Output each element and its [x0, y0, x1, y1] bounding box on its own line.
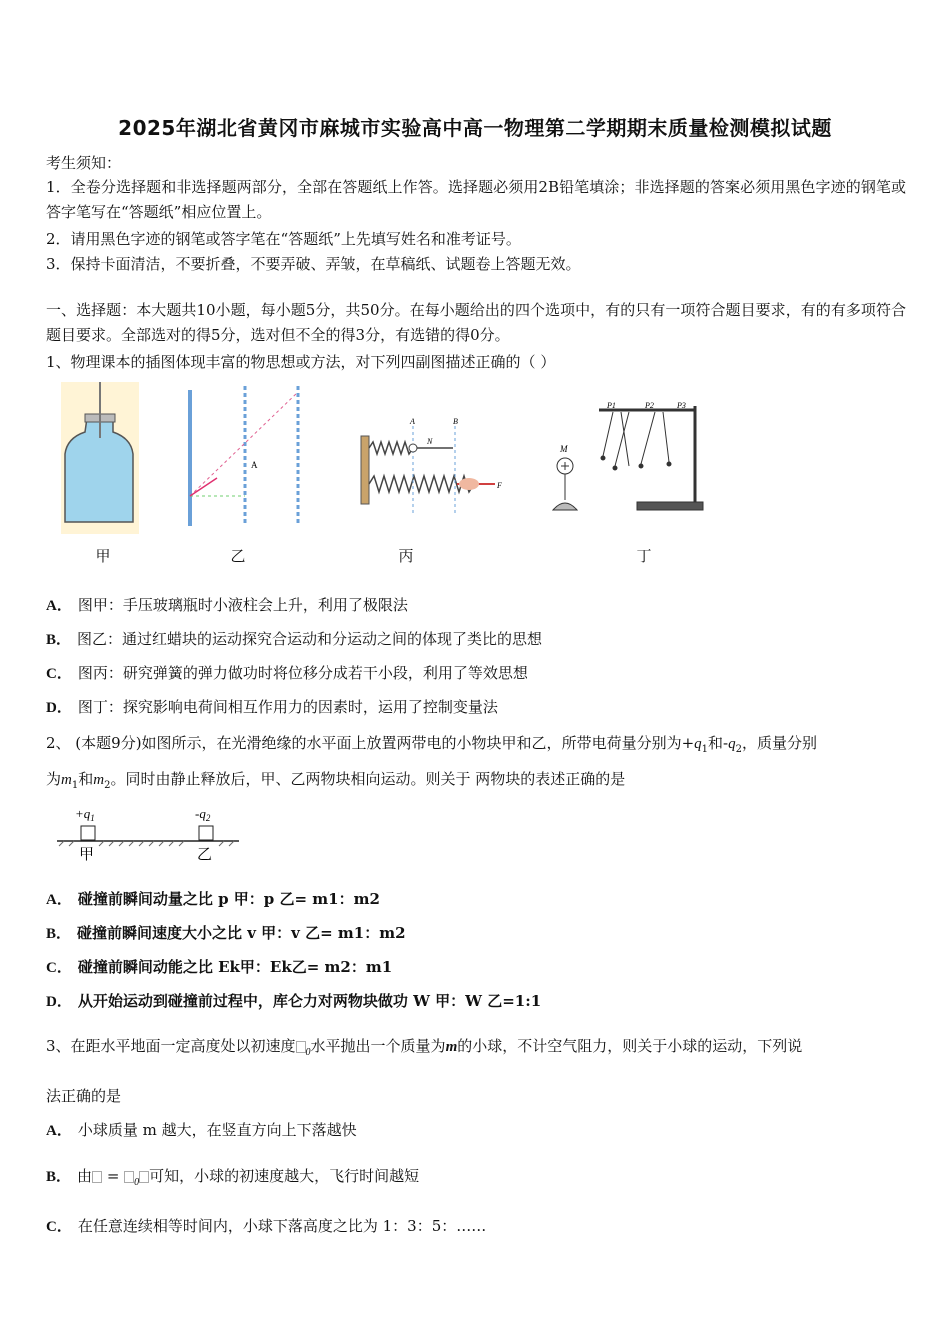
label-minus-q2: $-q_2$ — [195, 806, 211, 823]
q2-option-a: A． 碰撞前瞬间动量之比 p 甲：p 乙= m1：m2 — [46, 890, 380, 908]
caption-yi: 乙 — [230, 547, 246, 565]
label-a: A — [251, 460, 258, 470]
page-title: 2025年湖北省黄冈市麻城市实验高中高一物理第二学期期末质量检测模拟试题 — [118, 116, 832, 140]
label-p2: P2 — [645, 401, 654, 410]
q2-figure — [55, 802, 245, 864]
section-instructions: 一、选择题：本大题共10小题，每小题5分，共50分。在每小题给出的四个选项中，有的只有一项符合题目要求，有的有多项符合题目要求。全部选对的得5分，选对但不全的得3分，有选错的得0分。 — [46, 301, 906, 344]
q1-option-d: D． 图丁：探究影响电荷间相互作用力的因素时，运用了控制变量法 — [46, 698, 498, 716]
missing-glyph-icon — [139, 1171, 149, 1183]
q1-figures — [55, 378, 715, 538]
q2-stem-line2: 为$m_1$和$m_2$。同时由静止释放后，甲、乙两物块相向运动。则关于 两物块的表述正确的是 — [46, 770, 626, 791]
caption-jia: 甲 — [95, 547, 111, 565]
missing-glyph-icon — [296, 1041, 306, 1053]
pendulum-figure — [553, 406, 703, 510]
label-p3: P3 — [677, 401, 686, 410]
q3-option-a: A． 小球质量 m 越大，在竖直方向上下落越快 — [46, 1121, 357, 1139]
label-jia: 甲 — [79, 845, 95, 863]
label-b: B — [453, 417, 458, 426]
label-m: M — [560, 444, 568, 454]
notice-header: 考生须知： — [46, 154, 122, 172]
notice-item-1: 1．全卷分选择题和非选择题两部分，全部在答题纸上作答。选择题必须用2B铅笔填涂；非选择题的答案必须用黑色字迹的钢笔或答字笔写在“答题纸”相应位置上。 — [46, 178, 906, 221]
caption-ding: 丁 — [636, 547, 652, 565]
label-plus-q1: $+q_1$ — [75, 806, 95, 823]
missing-glyph-icon — [124, 1171, 134, 1183]
label-n: N — [427, 437, 433, 446]
label-a2: A — [410, 417, 415, 426]
q1-stem: 1、物理课本的插图体现丰富的物思想或方法，对下列四副图描述正确的（ ） — [46, 353, 556, 371]
q1-option-b: B． 图乙：通过红蜡块的运动探究合运动和分运动之间的体现了类比的思想 — [46, 630, 543, 648]
q3-option-c: C． 在任意连续相等时间内，小球下落高度之比为 1：3：5：…… — [46, 1217, 487, 1235]
missing-glyph-icon — [92, 1171, 102, 1183]
q2-option-b: B． 碰撞前瞬间速度大小之比 v 甲：v 乙= m1：m2 — [46, 924, 406, 942]
q2-stem-line1: 2、 (本题9分)如图所示，在光滑绝缘的水平面上放置两带电的小物块甲和乙，所带电荷量分别为$+q_1$和$-q_2$，质量分别 — [46, 734, 817, 755]
q3-stem-line2: 法正确的是 — [46, 1087, 122, 1105]
caption-bing: 丙 — [398, 547, 414, 565]
q3-option-b: B． 由 = $_0$ 可知，小球的初速度越大，飞行时间越短 — [46, 1167, 420, 1188]
q2-option-c: C． 碰撞前瞬间动能之比 Ek甲：Ek乙= m2：m1 — [46, 958, 393, 976]
q3-stem-line1: 3、在距水平地面一定高度处以初速度 $_0$水平抛出一个质量为m的小球，不计空气阻力，则关于小球的运动，下列说 — [46, 1037, 803, 1058]
q1-option-c: C． 图丙：研究弹簧的弹力做功时将位移分成若干小段，利用了等效思想 — [46, 664, 528, 682]
q2-option-d: D． 从开始运动到碰撞前过程中，库仑力对两物块做功 W 甲：W 乙=1:1 — [46, 992, 542, 1010]
label-f: F — [497, 481, 502, 490]
tube-figure — [190, 386, 298, 526]
bottle-figure — [61, 382, 139, 534]
label-p1: P1 — [607, 401, 616, 410]
label-yi: 乙 — [197, 845, 213, 863]
q1-option-a: A． 图甲：手压玻璃瓶时小液柱会上升，利用了极限法 — [46, 596, 408, 614]
notice-item-3: 3．保持卡面清洁，不要折叠，不要弄破、弄皱，在草稿纸、试题卷上答题无效。 — [46, 255, 581, 273]
notice-item-2: 2．请用黑色字迹的钢笔或答字笔在“答题纸”上先填写姓名和准考证号。 — [46, 230, 521, 248]
